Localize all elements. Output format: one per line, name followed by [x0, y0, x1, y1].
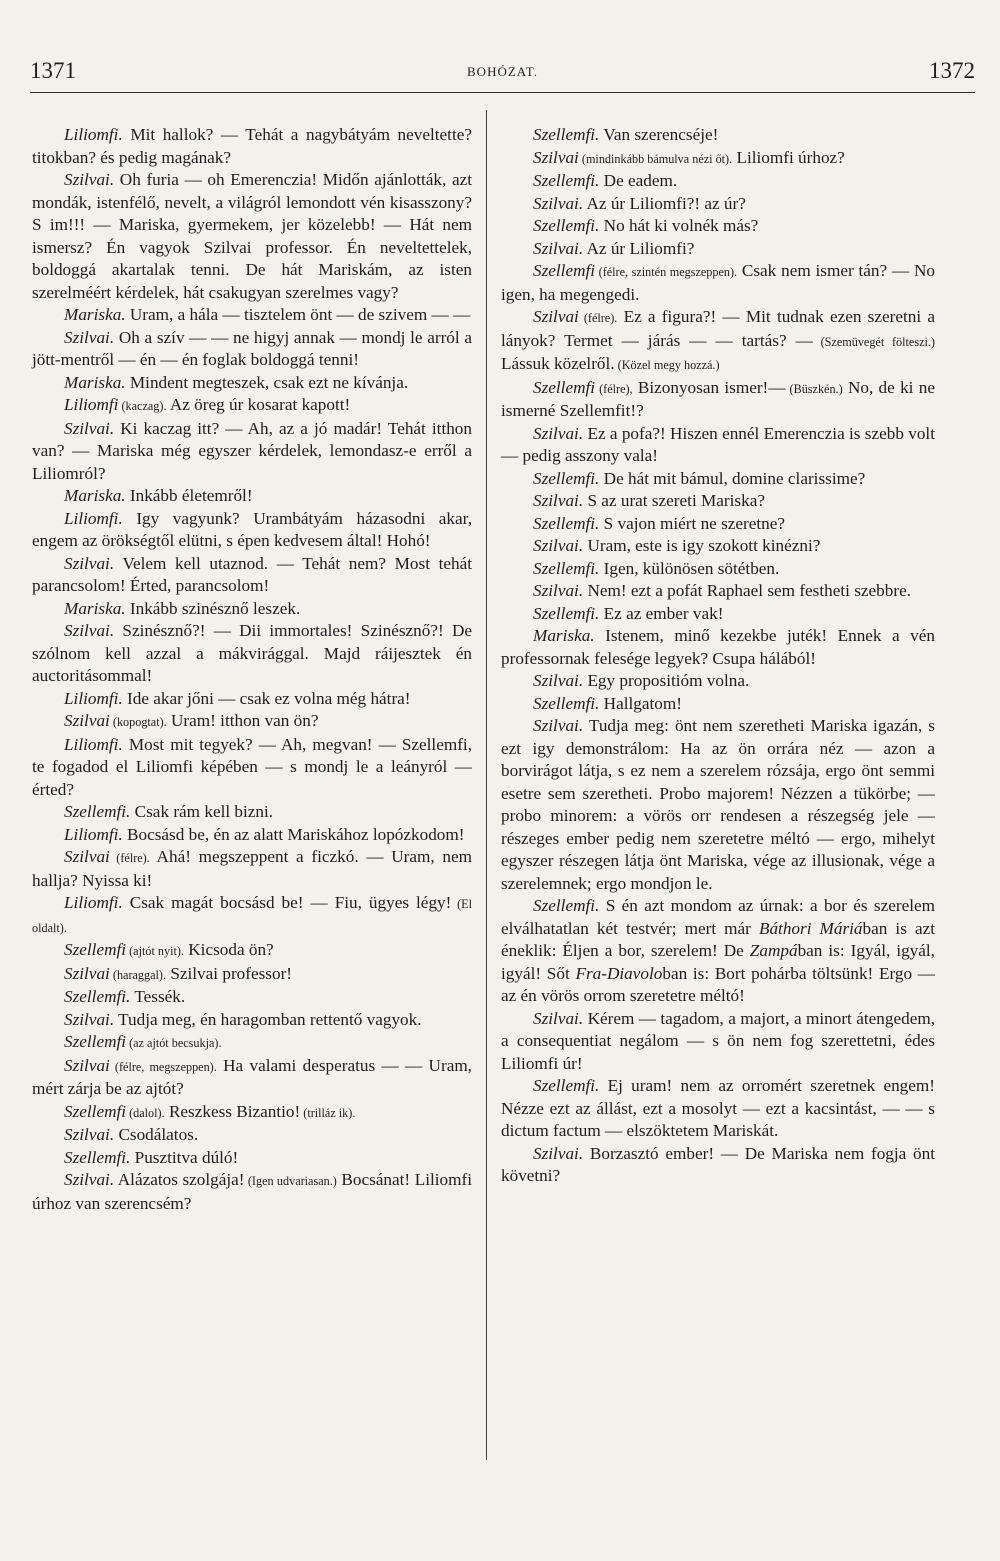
speech-text: Ha valami desperatus — — Uram, mért zárja be az ajtót?: [32, 1055, 472, 1098]
dialogue-line: [501, 1143, 935, 1188]
dialogue-line: [32, 1009, 472, 1032]
page-number-right: 1372: [929, 58, 975, 83]
dialogue-line: [501, 895, 935, 1008]
stage-direction: (Büszkén.): [785, 381, 843, 396]
speech-text: Alázatos szolgája!: [114, 1170, 245, 1189]
speech-text: Uram! itthon van ön?: [166, 711, 319, 730]
speaker-name: Szellemfi.: [533, 896, 600, 915]
dialogue-line: [501, 306, 935, 377]
stage-direction: (félre).: [578, 311, 618, 325]
dialogue-line: [501, 423, 935, 468]
dialogue-line: [32, 620, 472, 688]
speech-text: Lássuk közelről.: [501, 354, 615, 373]
dialogue-line: [501, 693, 935, 716]
dialogue-line: [32, 986, 472, 1009]
speech-text: ban is azt éneklik: Éljen a bor, szerelem! De: [501, 918, 935, 960]
dialogue-line: [32, 1055, 472, 1101]
dialogue-line: [32, 710, 472, 734]
dialogue-line: [32, 963, 472, 987]
speaker-name: Szilvai.: [533, 1008, 584, 1028]
speaker-name: Szilvai.: [64, 327, 115, 347]
dialogue-line: [32, 846, 472, 892]
speech-text: Oh a szív — — ne higyj annak — mondj le arról a jött-mentről — én — én foglak boldoggá tenni!: [32, 327, 472, 369]
speaker-name: Liliomfi.: [64, 125, 123, 144]
dialogue-line: [501, 193, 935, 216]
dialogue-line: [32, 485, 472, 508]
dialogue-line: [501, 147, 935, 171]
speech-text: Egy propositióm volna.: [583, 671, 750, 690]
speech-text: Uram, este is igy szokott kinézni?: [583, 536, 821, 555]
speech-text: Nem! ezt a pofát Raphael sem festheti szebbre.: [583, 581, 911, 600]
speech-text: Mindent megteszek, csak ezt ne kívánja.: [125, 372, 409, 392]
speech-text: Szilvai professor!: [166, 963, 293, 983]
speaker-name: Szilvai.: [64, 1170, 115, 1189]
speech-text: ban is: Bort pohárba töltsünk! Ergo — az én vörös orrom szeretetre méltó!: [501, 963, 935, 1005]
dialogue-line: [501, 715, 935, 895]
speaker-name: Szellemfi: [64, 1032, 127, 1051]
speaker-name: Szellemfi.: [64, 802, 131, 821]
dialogue-line: [501, 260, 935, 306]
speaker-name: Mariska.: [64, 372, 126, 392]
dialogue-line: [501, 670, 935, 693]
speaker-name: Zampá: [749, 941, 798, 960]
page-header: [30, 58, 975, 88]
speaker-name: Mariska.: [64, 598, 126, 618]
dialogue-line: [32, 394, 472, 418]
speaker-name: Liliomfi.: [64, 688, 123, 708]
speaker-name: Szilvai: [64, 711, 110, 730]
dialogue-line: [32, 688, 472, 711]
dialogue-line: [32, 327, 472, 372]
speaker-name: Mariska.: [64, 305, 126, 324]
speaker-name: Szilvai.: [64, 1009, 115, 1029]
dialogue-line: [32, 418, 472, 486]
speaker-name: Fra-Diavolo: [575, 963, 663, 983]
speaker-name: Szellemfi.: [533, 558, 600, 578]
speech-text: Bocsánat! Liliomfi úrhoz van szerencsém?: [32, 1170, 472, 1213]
stage-direction: (mindinkább bámulva nézi őt).: [578, 151, 733, 166]
dialogue-line: [501, 625, 935, 670]
speaker-name: Szellemfi: [533, 261, 596, 280]
speech-text: Bocsásd be, én az alatt Mariskához lopózkodom!: [122, 824, 465, 844]
speech-text: Tudja meg: önt nem szeretheti Mariska igazán, s ezt igy demonstrálom: Ha az ön orrára néz — azon a borvirágot látja, s ez nem a szerelem rózsája, ergo önt semmi esetre sem szeretheti. Probo majorem! Nézzen a tükörbe; — probo minorem: a vörös orr rendesen a részegség jele — részeges ember pedig nem szeretetre méltó — ergo, mihelyt egyszer részegen látja önt Mariska, vége az illusionak, vége a szerelemnek; ergo mondjon le.: [501, 716, 935, 893]
speaker-name: Szellemfi: [64, 1101, 127, 1121]
dialogue-line: [32, 892, 472, 939]
dialogue-line: [501, 124, 935, 147]
stage-direction: (Igen udvariasan.): [244, 1174, 337, 1188]
dialogue-line: [501, 468, 935, 491]
dialogue-line: [32, 598, 472, 621]
speech-text: Mit hallok? — Tehát a nagybátyám neveltette? titokban? és pedig magának?: [32, 125, 472, 167]
speech-text: Pusztitva dúló!: [130, 1147, 239, 1167]
speaker-name: Szilvai.: [533, 671, 584, 690]
speech-text: Szinésznő?! — Dii immortales! Szinésznő?! De szólnom kell azzal a mákvirággal. Majd ráijesztek én auctoritásommal!: [32, 621, 472, 685]
speaker-name: Liliomfi.: [64, 893, 123, 912]
speech-text: Ide akar jőni — csak ez volna még hátra!: [122, 688, 411, 708]
speaker-name: Szellemfi: [533, 377, 596, 397]
dialogue-line: [32, 824, 472, 847]
speaker-name: Szilvai: [533, 147, 579, 167]
speech-text: De hát mit bámul, domine clarissime?: [599, 468, 866, 488]
speaker-name: Szilvai.: [533, 193, 584, 213]
column-divider: [486, 110, 487, 1460]
dialogue-line: [32, 939, 472, 963]
speech-text: Most mit tegyek? — Ah, megvan! — Szellemfi, te fogadod el Liliomfi képében — s mondj le a leányról — érted?: [32, 734, 472, 799]
speech-text: Kicsoda ön?: [183, 940, 274, 959]
stage-direction: (El oldalt).: [32, 897, 473, 935]
speaker-name: Szilvai.: [533, 536, 584, 555]
dialogue-line: [32, 1124, 472, 1147]
speech-text: Csak magát bocsásd be! — Fiu, ügyes légy!: [122, 893, 452, 912]
speech-text: Uram, a hála — tisztelem önt — de szivem — —: [125, 305, 471, 324]
dialogue-line: [32, 1169, 472, 1215]
dialogue-line: [501, 377, 935, 423]
speech-text: Ej uram! nem az orromért szeretnek engem! Nézze ezt az állást, ezt a mosolyt — ezt a kacsintást, — — s dictum factum — elszöktetem Mariskát.: [501, 1076, 935, 1140]
dialogue-line: [32, 169, 472, 304]
speech-text: Ki kaczag itt? — Ah, az a jó madár! Tehát itthon van? — Mariska még egyszer kérdelek, lemondasz-e erről a Liliomról?: [32, 418, 472, 483]
speech-text: Tudja meg, én haragomban rettentő vagyok.: [114, 1009, 422, 1029]
left-column: [32, 124, 472, 1215]
dialogue-line: [501, 580, 935, 603]
dialogue-line: [501, 535, 935, 558]
dialogue-line: [501, 513, 935, 536]
speaker-name: Szilvai: [64, 963, 110, 983]
speaker-name: Szilvai.: [64, 553, 115, 573]
speaker-name: Szilvai.: [64, 170, 115, 189]
stage-direction: (kopogtat).: [109, 715, 167, 729]
speaker-name: Szellemfi.: [533, 216, 600, 235]
speech-text: S vajon miért ne szeretne?: [599, 513, 786, 533]
dialogue-line: [32, 801, 472, 824]
speaker-name: Szilvai.: [64, 418, 115, 438]
speech-text: Istenem, minő kezekbe juték! Ennek a vén professornak felesége legyek? Csupa hálából!: [501, 626, 935, 668]
speaker-name: Szilvai.: [64, 621, 115, 640]
speech-text: Reszkess Bizantio!: [164, 1101, 301, 1121]
speech-text: Csodálatos.: [114, 1125, 199, 1144]
dialogue-line: [501, 603, 935, 626]
speaker-name: Báthori Máriá: [758, 918, 863, 938]
stage-direction: (Szemüvegét fölteszi.): [812, 334, 935, 349]
dialogue-line: [32, 553, 472, 598]
speaker-name: Szellemfi: [64, 940, 127, 959]
speech-text: No, de ki ne ismerné Szellemfit!?: [501, 377, 935, 420]
speaker-name: Szellemfi.: [533, 125, 600, 144]
stage-direction: (dalol).: [126, 1105, 165, 1120]
speech-text: De eadem.: [599, 171, 678, 190]
speaker-name: Szellemfi.: [533, 513, 600, 533]
speech-text: Inkább életemről!: [125, 486, 253, 505]
stage-direction: (Közel megy hozzá.): [614, 358, 720, 372]
dialogue-line: [501, 215, 935, 238]
speaker-name: Liliomfi.: [64, 824, 123, 844]
speaker-name: Liliomfi.: [64, 508, 123, 528]
speech-text: Igy vagyunk? Urambátyám házasodni akar, engem az örökségtől elütni, s épen kedvesem által! Hohó!: [32, 508, 472, 550]
speech-text: Az úr Liliomfi?! az úr?: [583, 193, 746, 213]
dialogue-line: [501, 558, 935, 581]
speaker-name: Liliomfi.: [64, 734, 123, 754]
header-divider: [30, 92, 975, 93]
speech-text: Ez a figura?! — Mit tudnak ezen szeretni a lányok? Termet — járás — — tartás? —: [501, 307, 935, 350]
stage-direction: (trilláz ik).: [300, 1105, 356, 1120]
stage-direction: (félre, megszeppen).: [109, 1059, 217, 1074]
stage-direction: (félre),: [595, 381, 633, 396]
speaker-name: Szilvai.: [64, 1125, 115, 1144]
speech-text: Oh furia — oh Emerenczia! Midőn ajánlották, azt mondák, istenfélő, nevelt, a világról lemondott vén kisasszony? S im!!! — Mariska, gyermekem, jer közelebb! — Hát nem ismersz? Én vagyok Szilvai professor. Én neveltettelek, boldoggá akartalak tenni. De hát Mariskám, az isten szerelméért kérdelek, hát csakugyan szerelmes vagy?: [32, 170, 472, 302]
right-column: [501, 124, 935, 1188]
speech-text: Csak rám kell bizni.: [130, 802, 274, 821]
speaker-name: Szilvai.: [533, 491, 584, 510]
speech-text: Velem kell utaznod. — Tehát nem? Most tehát parancsolom! Érted, parancsolom!: [32, 553, 472, 595]
speech-text: Csak nem ismer tán? — No igen, ha megengedi.: [501, 261, 935, 304]
speaker-name: Szellemfi.: [64, 987, 131, 1006]
speaker-name: Szilvai.: [533, 716, 584, 735]
speech-text: S az urat szereti Mariska?: [583, 491, 765, 510]
speech-text: ban is: Igyál, igyál, igyál! Sőt: [501, 941, 935, 983]
speaker-name: Szellemfi.: [64, 1147, 131, 1167]
speech-text: Ahá! megszeppent a ficzkó. — Uram, nem hallja? Nyissa ki!: [32, 847, 472, 890]
speech-text: Az úr Liliomfi?: [583, 238, 695, 258]
speaker-name: Szellemfi.: [533, 1076, 600, 1095]
speech-text: Ez a pofa?! Hiszen ennél Emerenczia is szebb volt — pedig asszony vala!: [501, 423, 935, 465]
stage-direction: (az ajtót becsukja).: [126, 1036, 222, 1050]
dialogue-line: [32, 124, 472, 169]
stage-direction: (félre, szintén megszeppen).: [595, 265, 738, 279]
speaker-name: Szilvai: [533, 307, 579, 326]
speech-text: Bizonyosan ismer!—: [632, 377, 786, 397]
dialogue-line: [501, 1075, 935, 1143]
stage-direction: (félre).: [109, 851, 150, 865]
speech-text: Az öreg úr kosarat kapott!: [166, 395, 351, 414]
speech-text: Tessék.: [130, 987, 186, 1006]
stage-direction: (ajtót nyit).: [126, 944, 184, 958]
speech-text: S én azt mondom az úrnak: a bor és szerelem elválhatatlan két testvér; mert már: [501, 896, 935, 938]
speaker-name: Mariska.: [533, 626, 595, 645]
speech-text: Ez az ember vak!: [599, 603, 724, 623]
dialogue-line: [501, 1008, 935, 1076]
speaker-name: Szellemfi.: [533, 468, 600, 488]
speaker-name: Szellemfi.: [533, 171, 600, 190]
dialogue-line: [32, 1101, 472, 1125]
speech-text: Hallgatom!: [599, 693, 682, 713]
speaker-name: Szellemfi.: [533, 693, 600, 713]
speech-text: Inkább szinésznő leszek.: [125, 598, 301, 618]
speaker-name: Mariska.: [64, 486, 126, 505]
speech-text: Liliomfi úrhoz?: [732, 147, 845, 167]
stage-direction: (haraggal).: [109, 967, 167, 982]
dialogue-line: [32, 372, 472, 395]
speaker-name: Szilvai.: [533, 1143, 584, 1163]
speaker-name: Szilvai: [64, 847, 110, 866]
speaker-name: Szilvai.: [533, 423, 584, 443]
speech-text: Borzasztó ember! — De Mariska nem fogja önt követni?: [501, 1143, 935, 1185]
dialogue-line: [32, 304, 472, 327]
speaker-name: Liliomfi: [64, 395, 119, 414]
speech-text: No hát ki volnék más?: [599, 216, 759, 235]
dialogue-line: [32, 734, 472, 802]
dialogue-line: [501, 238, 935, 261]
page-number-left: 1371: [30, 58, 76, 83]
speech-text: Van szerencséje!: [599, 125, 719, 144]
dialogue-line: [32, 1031, 472, 1055]
dialogue-line: [32, 508, 472, 553]
stage-direction: (kaczag).: [118, 399, 167, 413]
dialogue-line: [501, 170, 935, 193]
speaker-name: Szilvai: [64, 1055, 110, 1075]
speaker-name: Szilvai.: [533, 238, 584, 258]
speech-text: Kérem — tagadom, a majort, a minort átengedem, a consequentiat negálom — s ön nem fog szerettetni, édes Liliomfi úr!: [501, 1008, 935, 1073]
speech-text: Igen, különösen sötétben.: [599, 558, 780, 578]
dialogue-line: [32, 1147, 472, 1170]
speaker-name: Szellemfi.: [533, 603, 600, 623]
dialogue-line: [501, 490, 935, 513]
running-title: BOHÓZAT.: [467, 64, 538, 79]
speaker-name: Szilvai.: [533, 581, 584, 600]
